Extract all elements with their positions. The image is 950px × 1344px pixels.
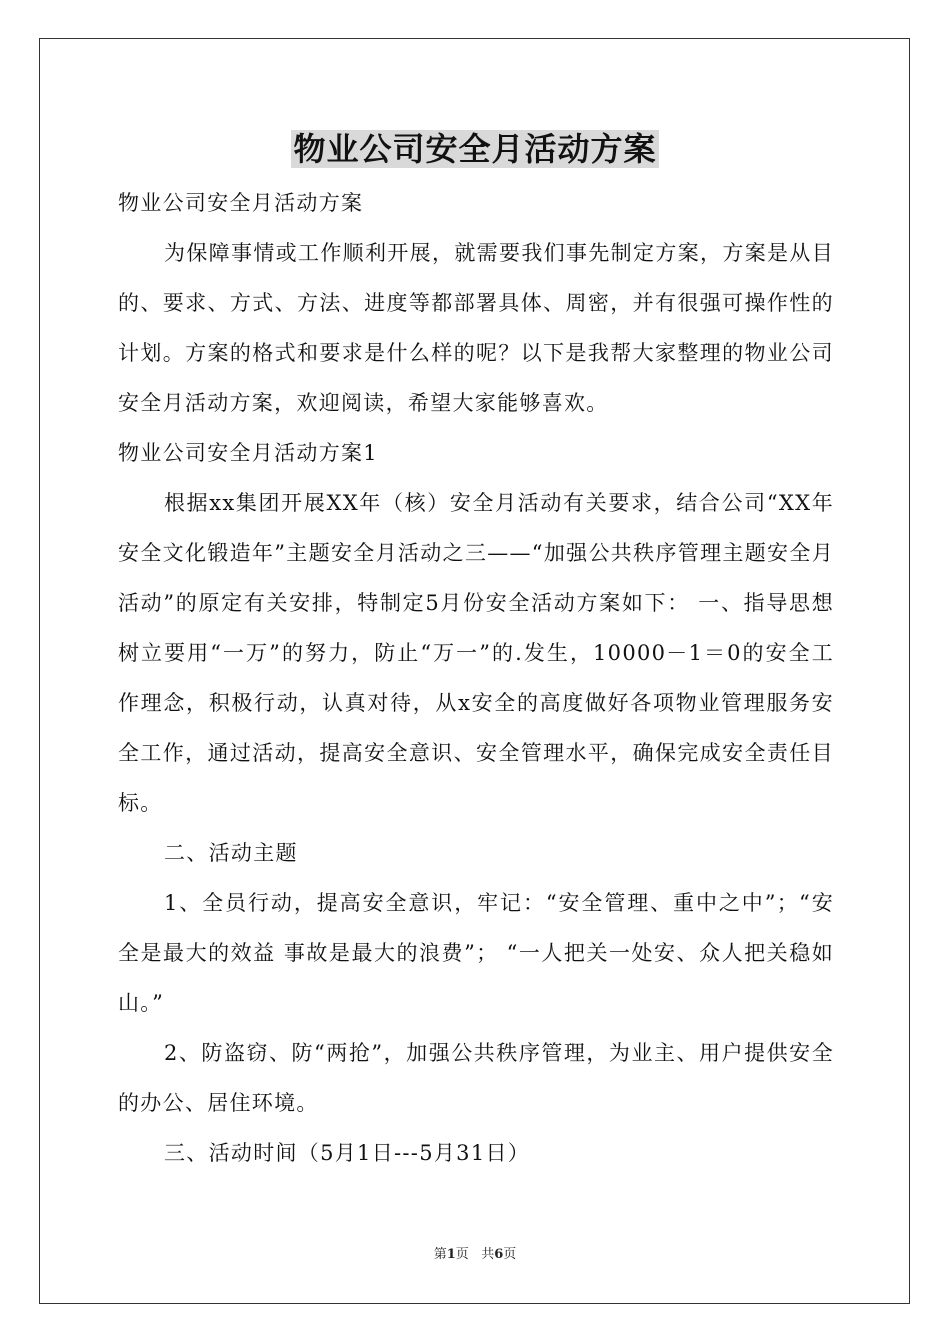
footer-page-prefix: 第 <box>433 1247 447 1262</box>
paragraph-guiding-principle: 根据xx集团开展XX年（核）安全月活动有关要求，结合公司“XX年安全文化锻造年”主题安全月活动之三——“加强公共秩序管理主题安全月活动”的原定有关安排，特制定5月份安全活动方案如下： 一、指导思想树立要用“一万”的努力，防止“万一”的.发生，10000－1＝0的安全工作理念，积极行动，认真对待，从x安全的高度做好各项物业管理服务安全工作，通过活动，提高安全意识、安全管理水平，确保完成安全责任目标。 <box>118 491 834 815</box>
footer-page-suffix: 页 <box>455 1247 469 1262</box>
page-footer <box>0 1245 950 1265</box>
paragraph-theme-item-2: 2、防盗窃、防“两抢”，加强公共秩序管理，为业主、用户提供安全的办公、居住环境。 <box>118 1041 834 1115</box>
paragraph-intro: 为保障事情或工作顺利开展，就需要我们事先制定方案，方案是从目的、要求、方式、方法、进度等都部署具体、周密，并有很强可操作性的计划。方案的格式和要求是什么样的呢？以下是我帮大家整理的物业公司安全月活动方案，欢迎阅读，希望大家能够喜欢。 <box>118 241 834 415</box>
footer-page-number: 1 <box>446 1247 456 1262</box>
footer-total-pages: 6 <box>494 1247 504 1262</box>
paragraph-activity-time: 三、活动时间（5月1日---5月31日） <box>164 1141 531 1165</box>
paragraph-subtitle: 物业公司安全月活动方案 <box>118 191 364 215</box>
footer-total-suffix: 页 <box>503 1247 517 1262</box>
paragraph-activity-theme-heading: 二、活动主题 <box>164 841 298 865</box>
paragraph-theme-item-1: 1、全员行动，提高安全意识，牢记：“安全管理、重中之中”；“安全是最大的效益 事故是最大的浪费”； “一人把关一处安、众人把关稳如山。” <box>118 891 834 1015</box>
paragraph-section-heading: 物业公司安全月活动方案1 <box>118 441 378 465</box>
document-body <box>118 178 834 1178</box>
document-title <box>0 127 950 171</box>
footer-total-prefix: 共 <box>481 1247 495 1262</box>
document-title-text: 物业公司安全月活动方案 <box>293 130 657 168</box>
